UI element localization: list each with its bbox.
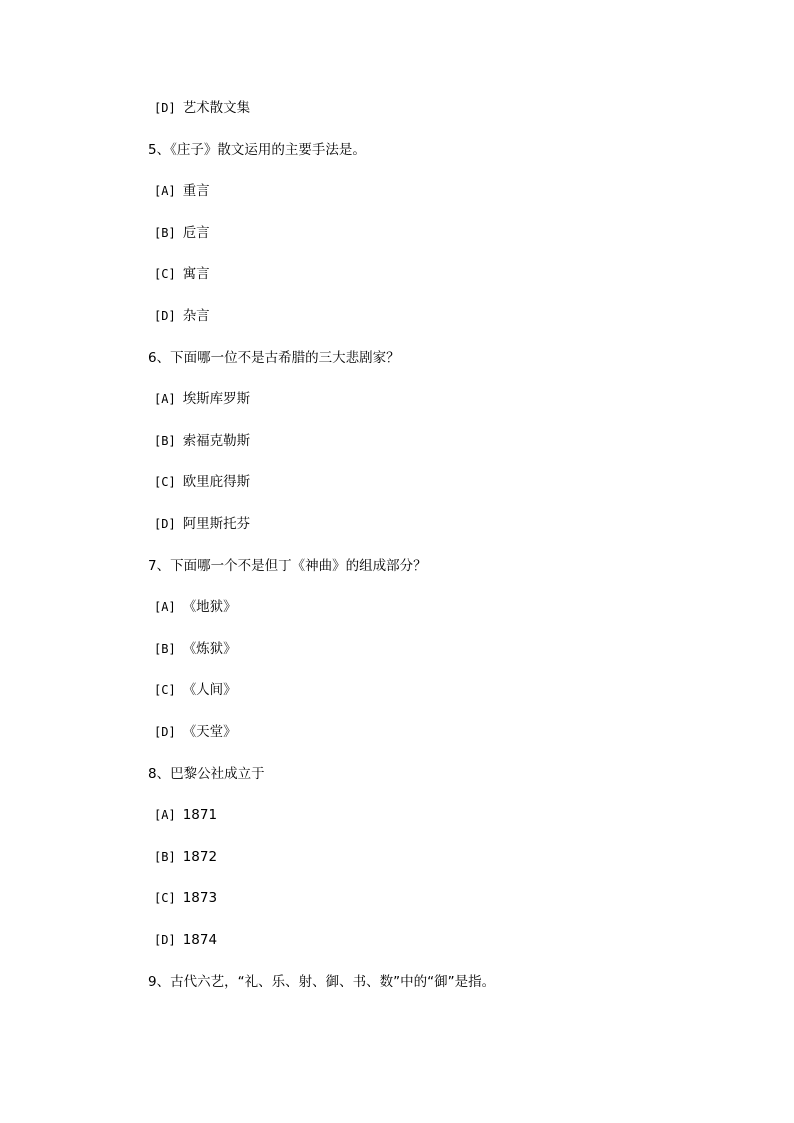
- option-line: [154, 805, 217, 825]
- option-line: [154, 472, 250, 492]
- question-8: [148, 764, 265, 784]
- option-line: [154, 597, 237, 617]
- option-marker: [C]: [154, 891, 176, 905]
- option-line: [154, 514, 250, 534]
- option-marker: [B]: [154, 642, 176, 656]
- option-marker: [D]: [154, 725, 176, 739]
- option-text: 索福克勒斯: [182, 433, 251, 449]
- option-line: [154, 98, 250, 118]
- option-marker: [D]: [154, 517, 176, 531]
- question-7: [148, 556, 427, 576]
- option-text: 《人间》: [182, 682, 237, 698]
- question-text: 7、下面哪一个不是但丁《神曲》的组成部分？: [148, 558, 427, 574]
- question-text: 6、下面哪一位不是古希腊的三大悲剧家？: [148, 350, 400, 366]
- option-marker: [B]: [154, 850, 176, 864]
- option-line: [154, 389, 250, 409]
- option-text: 埃斯库罗斯: [182, 391, 251, 407]
- option-line: [154, 847, 217, 867]
- option-text: 1874: [182, 932, 218, 948]
- option-text: 寓言: [182, 266, 210, 282]
- option-text: 1873: [182, 890, 218, 906]
- question-9: [148, 972, 495, 992]
- option-line: [154, 264, 210, 284]
- option-marker: [D]: [154, 309, 176, 323]
- option-line: [154, 888, 217, 908]
- option-text: 卮言: [182, 225, 210, 241]
- option-text: 欧里庇得斯: [182, 474, 251, 490]
- option-marker: [C]: [154, 683, 176, 697]
- option-line: [154, 680, 237, 700]
- option-line: [154, 930, 217, 950]
- option-marker: [C]: [154, 267, 176, 281]
- option-marker: [A]: [154, 600, 176, 614]
- option-text: 1872: [182, 849, 218, 865]
- option-marker: [A]: [154, 184, 176, 198]
- option-text: 艺术散文集: [182, 100, 251, 116]
- question-text: 9、古代六艺，“礼、乐、射、御、书、数”中的“御”是指。: [148, 974, 496, 990]
- option-marker: [B]: [154, 434, 176, 448]
- option-marker: [B]: [154, 226, 176, 240]
- option-text: 1871: [182, 807, 218, 823]
- option-line: [154, 431, 250, 451]
- option-text: 《炼狱》: [182, 641, 237, 657]
- option-text: 《地狱》: [182, 599, 237, 615]
- option-line: [154, 306, 210, 326]
- option-marker: [C]: [154, 475, 176, 489]
- question-5: [148, 140, 366, 160]
- question-6: [148, 348, 400, 368]
- option-line: [154, 639, 237, 659]
- option-line: [154, 181, 210, 201]
- option-marker: [D]: [154, 101, 176, 115]
- option-marker: [A]: [154, 808, 176, 822]
- option-text: 重言: [182, 183, 210, 199]
- question-text: 5、《庄子》散文运用的主要手法是。: [148, 142, 366, 158]
- option-text: 《天堂》: [182, 724, 237, 740]
- option-marker: [A]: [154, 392, 176, 406]
- option-line: [154, 223, 210, 243]
- option-line: [154, 722, 237, 742]
- option-text: 杂言: [182, 308, 210, 324]
- question-text: 8、巴黎公社成立于: [148, 766, 265, 782]
- option-text: 阿里斯托芬: [182, 516, 251, 532]
- option-marker: [D]: [154, 933, 176, 947]
